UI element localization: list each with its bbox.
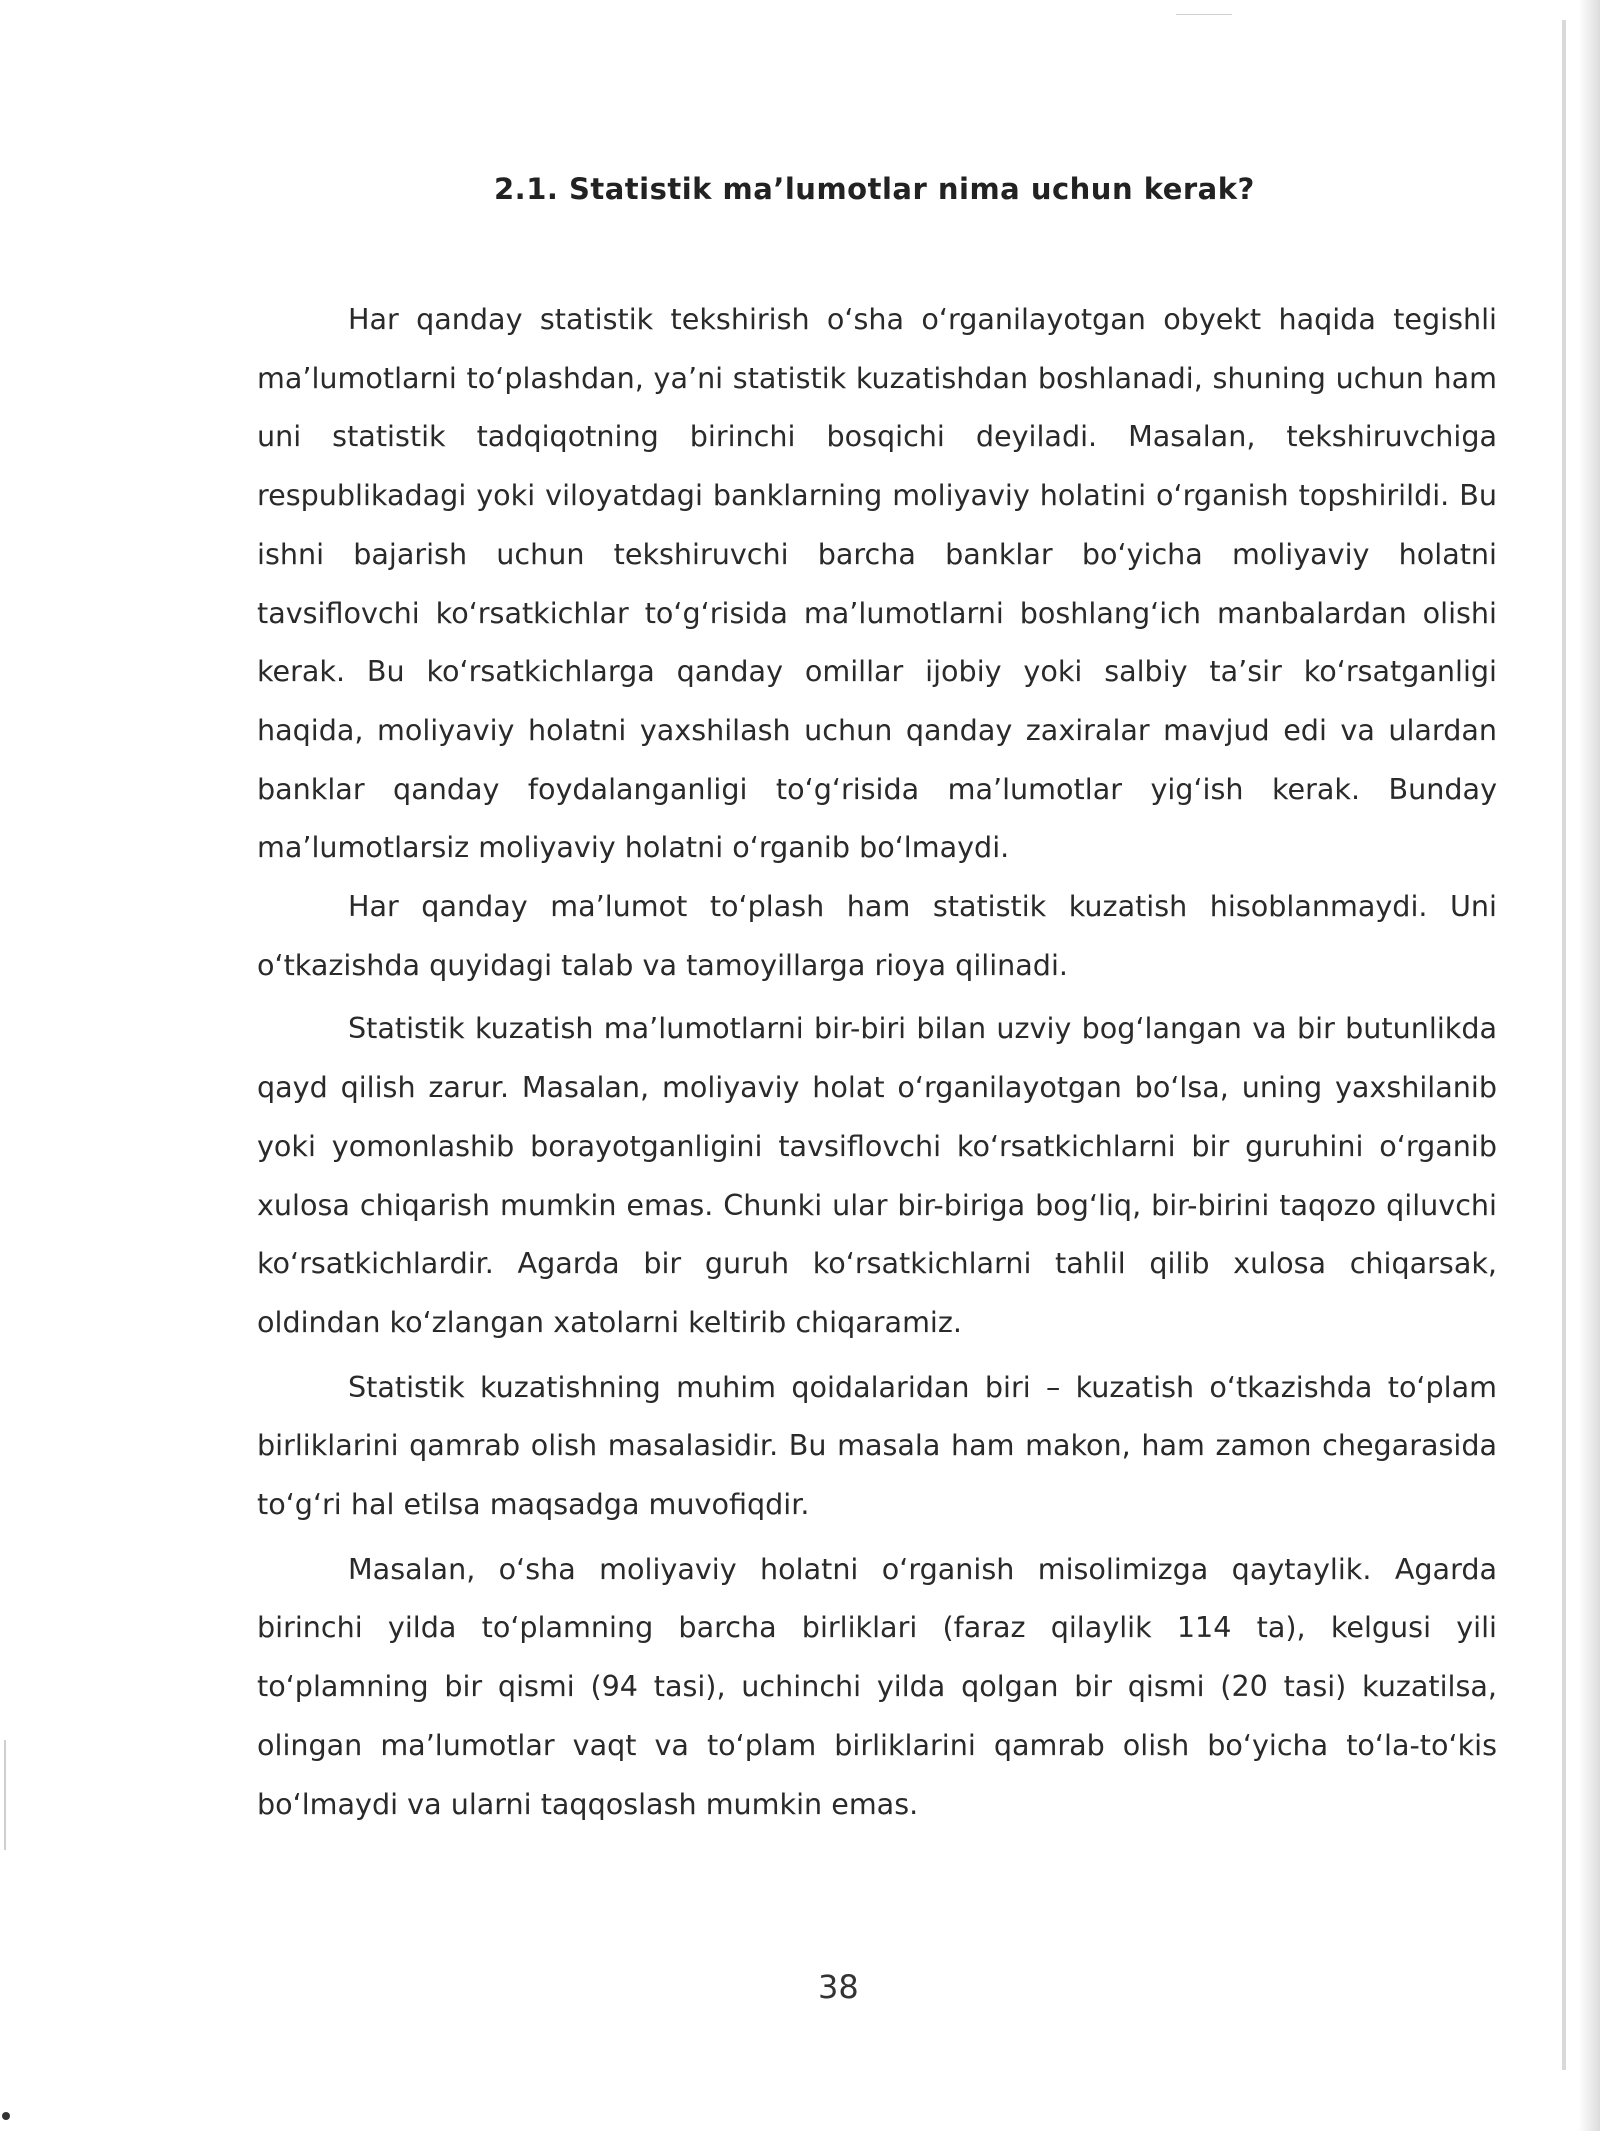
scan-mark-left xyxy=(4,1740,6,1850)
scan-edge xyxy=(1562,20,1566,2070)
body-text xyxy=(257,290,1497,1833)
page-number: 38 xyxy=(818,1968,859,2006)
paragraph: Statistik kuzatish ma’lumotlarni bir-biri bilan uzviy bog‘langan va bir butunlikda qayd qilish zarur. Masalan, moliyaviy holat o‘rganilayotgan bo‘lsa, uning yaxshilanib yoki yomonlashib borayotganligini tavsiflovchi ko‘rsatkichlarni bir guruhini o‘rganib xulosa chiqarish mumkin emas. Chunki ular bir-biriga bog‘liq, bir-birini taqozo qiluvchi ko‘rsatkichlardir. Agarda bir guruh ko‘rsatkichlarni tahlil qilib xulosa chiqarsak, oldindan ko‘zlangan xatolarni keltirib chiqaramiz. xyxy=(257,1011,1497,1339)
paragraph: Har qanday statistik tekshirish o‘sha o‘rganilayotgan obyekt haqida tegishli ma’lumotlarni to‘plashdan, ya’ni statistik kuzatishdan boshlanadi, shuning uchun ham uni statistik tadqiqotning birinchi bosqichi deyiladi. Masalan, tekshiruvchiga respublikadagi yoki viloyatdagi banklarning moliyaviy holatini o‘rganish topshirildi. Bu ishni bajarish uchun tekshiruvchi barcha banklar bo‘yicha moliyaviy holatni tavsiflovchi ko‘rsatkichlar to‘g‘risida ma’lumotlarni boshlang‘ich manbalardan olishi kerak. Bu ko‘rsatkichlarga qanday omillar ijobiy yoki salbiy ta’sir ko‘rsatganligi haqida, moliyaviy holatni yaxshilash uchun qanday zaxiralar mavjud edi va ulardan banklar qanday foydalanganligi to‘g‘risida ma’lumotlar yig‘ish kerak. Bunday ma’lumotlarsiz moliyaviy holatni o‘rganib bo‘lmaydi. xyxy=(257,302,1497,865)
scan-mark xyxy=(1176,14,1232,15)
paragraph: Har qanday ma’lumot to‘plash ham statistik kuzatish hisoblanmaydi. Uni o‘tkazishda quyidagi talab va tamoyillarga rioya qilinadi. xyxy=(257,889,1497,982)
scan-dot xyxy=(2,2112,10,2120)
section-heading: 2.1. Statistik ma’lumotlar nima uchun kerak? xyxy=(494,172,1255,206)
page-edge-shadow xyxy=(1578,0,1600,2131)
paragraph: Masalan, o‘sha moliyaviy holatni o‘rganish misolimizga qaytaylik. Agarda birinchi yilda to‘plamning barcha birliklari (faraz qilaylik 114 ta), kelgusi yili to‘plamning bir qismi (94 tasi), uchinchi yilda qolgan bir qismi (20 tasi) kuzatilsa, olingan ma’lumotlar vaqt va to‘plam birliklarini qamrab olish bo‘yicha to‘la-to‘kis bo‘lmaydi va ularni taqqoslash mumkin emas. xyxy=(257,1551,1497,1821)
paragraph: Statistik kuzatishning muhim qoidalaridan biri – kuzatish o‘tkazishda to‘plam birliklarini qamrab olish masalasidir. Bu masala ham makon, ham zamon chegarasida to‘g‘ri hal etilsa maqsadga muvofiqdir. xyxy=(257,1369,1497,1522)
